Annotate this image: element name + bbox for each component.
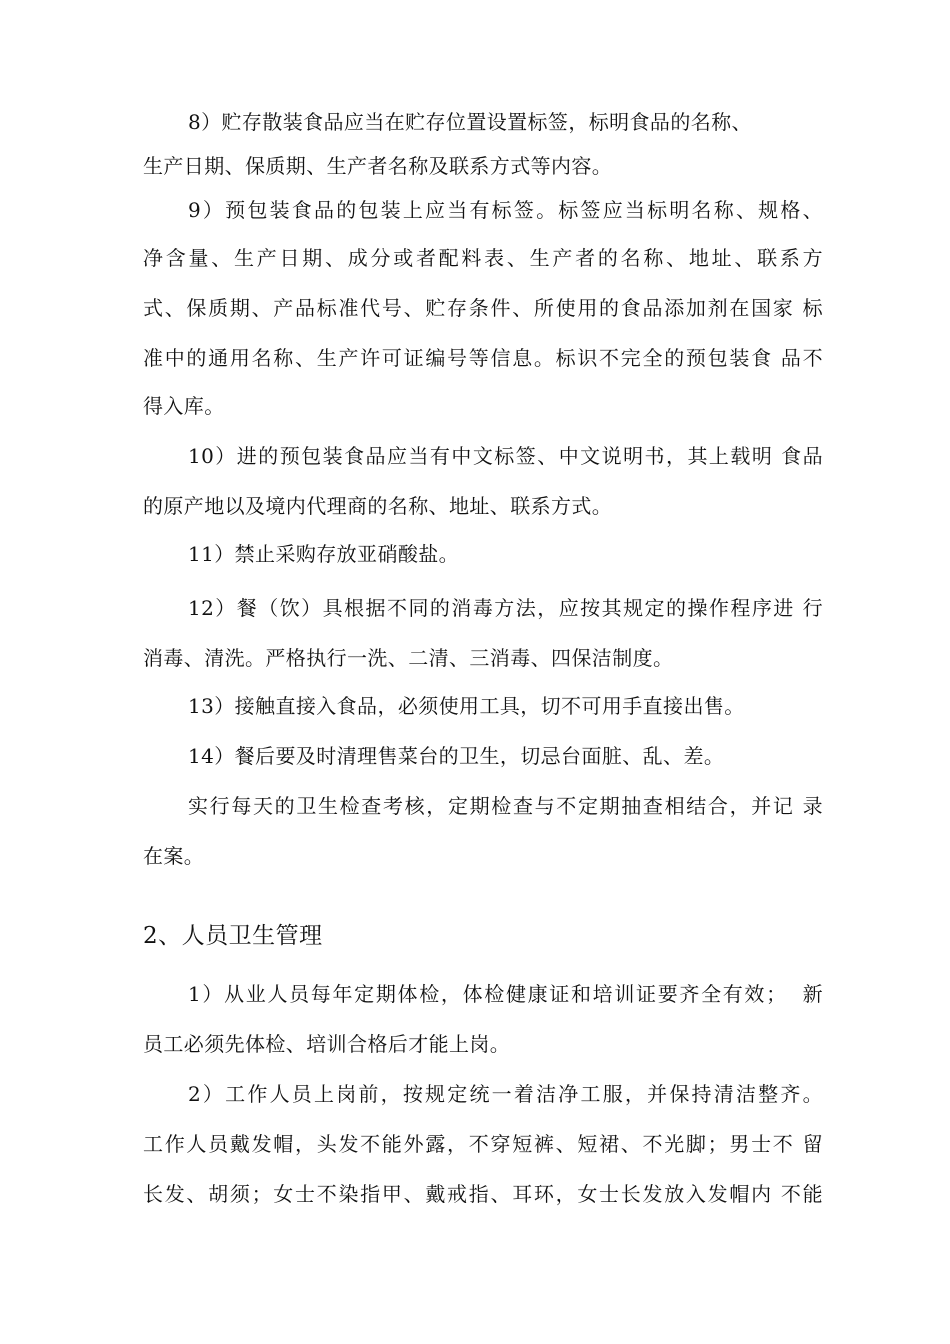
paragraph-12-line-2: 消毒、清洗。严格执行一洗、二清、三消毒、四保洁制度。 [143,646,674,670]
paragraph-9-line-3: 式、保质期、产品标准代号、贮存条件、所使用的食品添加剂在国家 标 [143,296,823,320]
section-2-paragraph-1-line-2: 员工必须先体检、培训合格后才能上岗。 [143,1032,511,1056]
section-2-paragraph-2-line-3: 长发、胡须；女士不染指甲、戴戒指、耳环，女士长发放入发帽内 不能 [143,1182,823,1206]
paragraph-14-line-1: 14）餐后要及时清理售菜台的卫生，切忌台面脏、乱、差。 [188,744,725,768]
paragraph-9-line-4: 准中的通用名称、生产许可证编号等信息。标识不完全的预包装食 品不 [143,346,823,370]
paragraph-9-line-5: 得入库。 [143,394,225,418]
paragraph-8-line-1: 8）贮存散装食品应当在贮存位置设置标签，标明食品的名称、 [188,110,752,134]
section-2-paragraph-2-line-1: 2）工作人员上岗前，按规定统一着洁净工服，并保持清洁整齐。 [188,1082,823,1106]
paragraph-9-line-2: 净含量、生产日期、成分或者配料表、生产者的名称、地址、联系方 [143,246,823,270]
section-2-paragraph-2-line-2: 工作人员戴发帽，头发不能外露，不穿短裤、短裙、不光脚；男士不 留 [143,1132,823,1156]
paragraph-15-line-2: 在案。 [143,844,205,868]
paragraph-15-line-1: 实行每天的卫生检查考核，定期检查与不定期抽查相结合，并记 录 [188,794,823,818]
paragraph-12-line-1: 12）餐（饮）具根据不同的消毒方法，应按其规定的操作程序进 行 [188,596,823,620]
section-2-paragraph-1-line-1: 1）从业人员每年定期体检，体检健康证和培训证要齐全有效； 新 [188,982,823,1006]
paragraph-11-line-1: 11）禁止采购存放亚硝酸盐。 [188,542,460,566]
paragraph-8-line-2: 生产日期、保质期、生产者名称及联系方式等内容。 [143,154,613,178]
paragraph-10-line-1: 10）进的预包装食品应当有中文标签、中文说明书，其上载明 食品 [188,444,823,468]
paragraph-9-line-1: 9）预包装食品的包装上应当有标签。标签应当标明名称、规格、 [188,198,823,222]
paragraph-10-line-2: 的原产地以及境内代理商的名称、地址、联系方式。 [143,494,613,518]
section-2-heading: 2、人员卫生管理 [143,923,323,949]
paragraph-13-line-1: 13）接触直接入食品，必须使用工具，切不可用手直接出售。 [188,694,745,718]
